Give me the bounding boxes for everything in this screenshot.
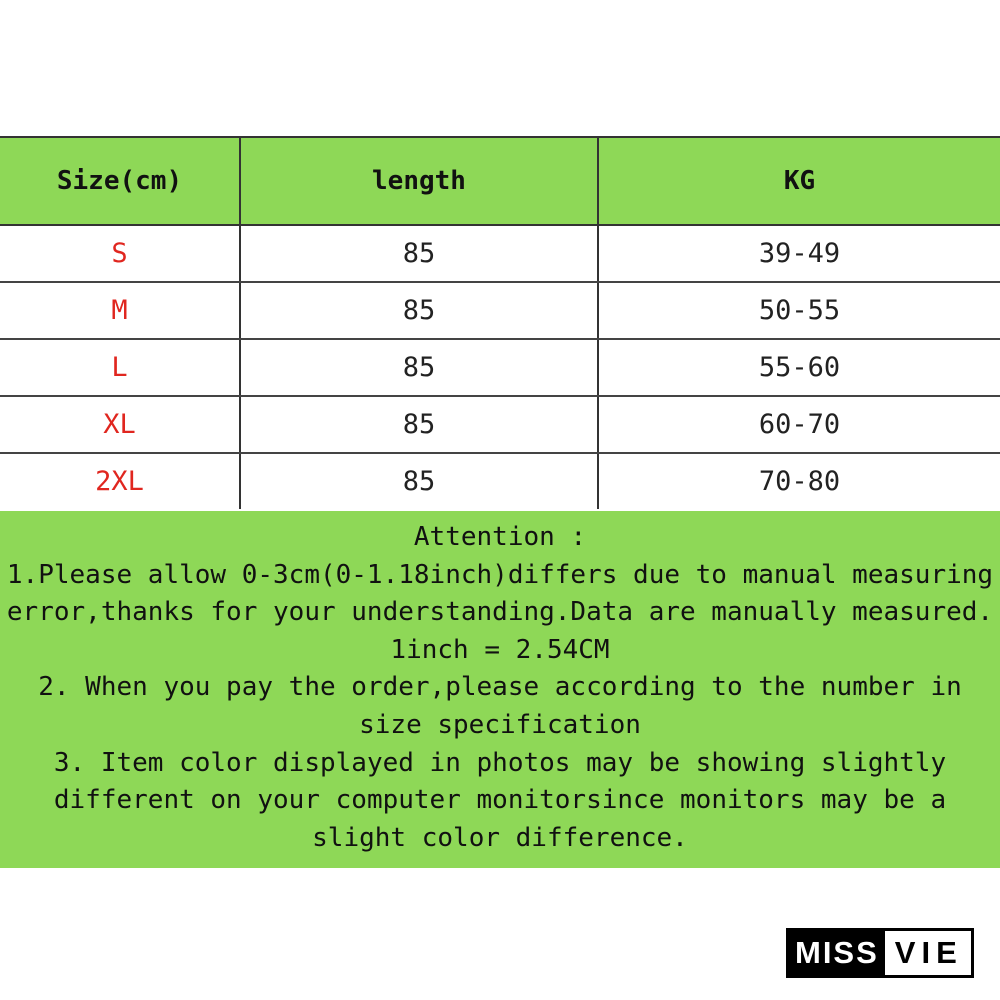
length-cell: 85 [240,396,598,453]
size-cell: S [0,225,240,282]
brand-logo-part-2: VIE [885,931,971,975]
table-row [0,453,1000,509]
length-cell: 85 [240,225,598,282]
length-cell: 85 [240,339,598,396]
length-cell: 85 [240,453,598,509]
brand-logo [786,928,974,978]
attention-heading: Attention : [413,522,587,552]
attention-line: slight color difference. [312,822,688,853]
size-chart-table [0,136,1000,509]
attention-line: error,thanks for your understanding.Data are manually measured. [6,597,994,628]
length-cell: 85 [240,282,598,339]
brand-logo-part-1: MISS [789,931,885,975]
table-row [0,396,1000,453]
size-cell: M [0,282,240,339]
kg-cell: 55-60 [598,339,1000,396]
table-row [0,282,1000,339]
table-header-row [0,137,1000,225]
kg-cell: 50-55 [598,282,1000,339]
size-cell: 2XL [95,466,144,497]
kg-cell: 60-70 [598,396,1000,453]
size-cell: XL [0,396,240,453]
kg-cell: 39-49 [598,225,1000,282]
table-row [0,225,1000,282]
header-size: Size(cm) [0,137,240,225]
size-cell: L [0,339,240,396]
attention-line: size specification [359,709,641,740]
kg-cell: 70-80 [598,453,1000,509]
attention-notice [0,511,1000,868]
attention-line: 3. Item color displayed in photos may be showing slightly [53,747,947,778]
attention-line: 2. When you pay the order,please according to the number in [38,672,962,703]
header-length: length [240,137,598,225]
attention-line: different on your computer monitorsince monitors may be a [53,785,947,816]
header-kg: KG [598,137,1000,225]
attention-line: 1inch = 2.54CM [390,634,610,665]
attention-line: 1.Please allow 0-3cm(0-1.18inch)differs due to manual measuring [6,559,994,590]
table-row [0,339,1000,396]
